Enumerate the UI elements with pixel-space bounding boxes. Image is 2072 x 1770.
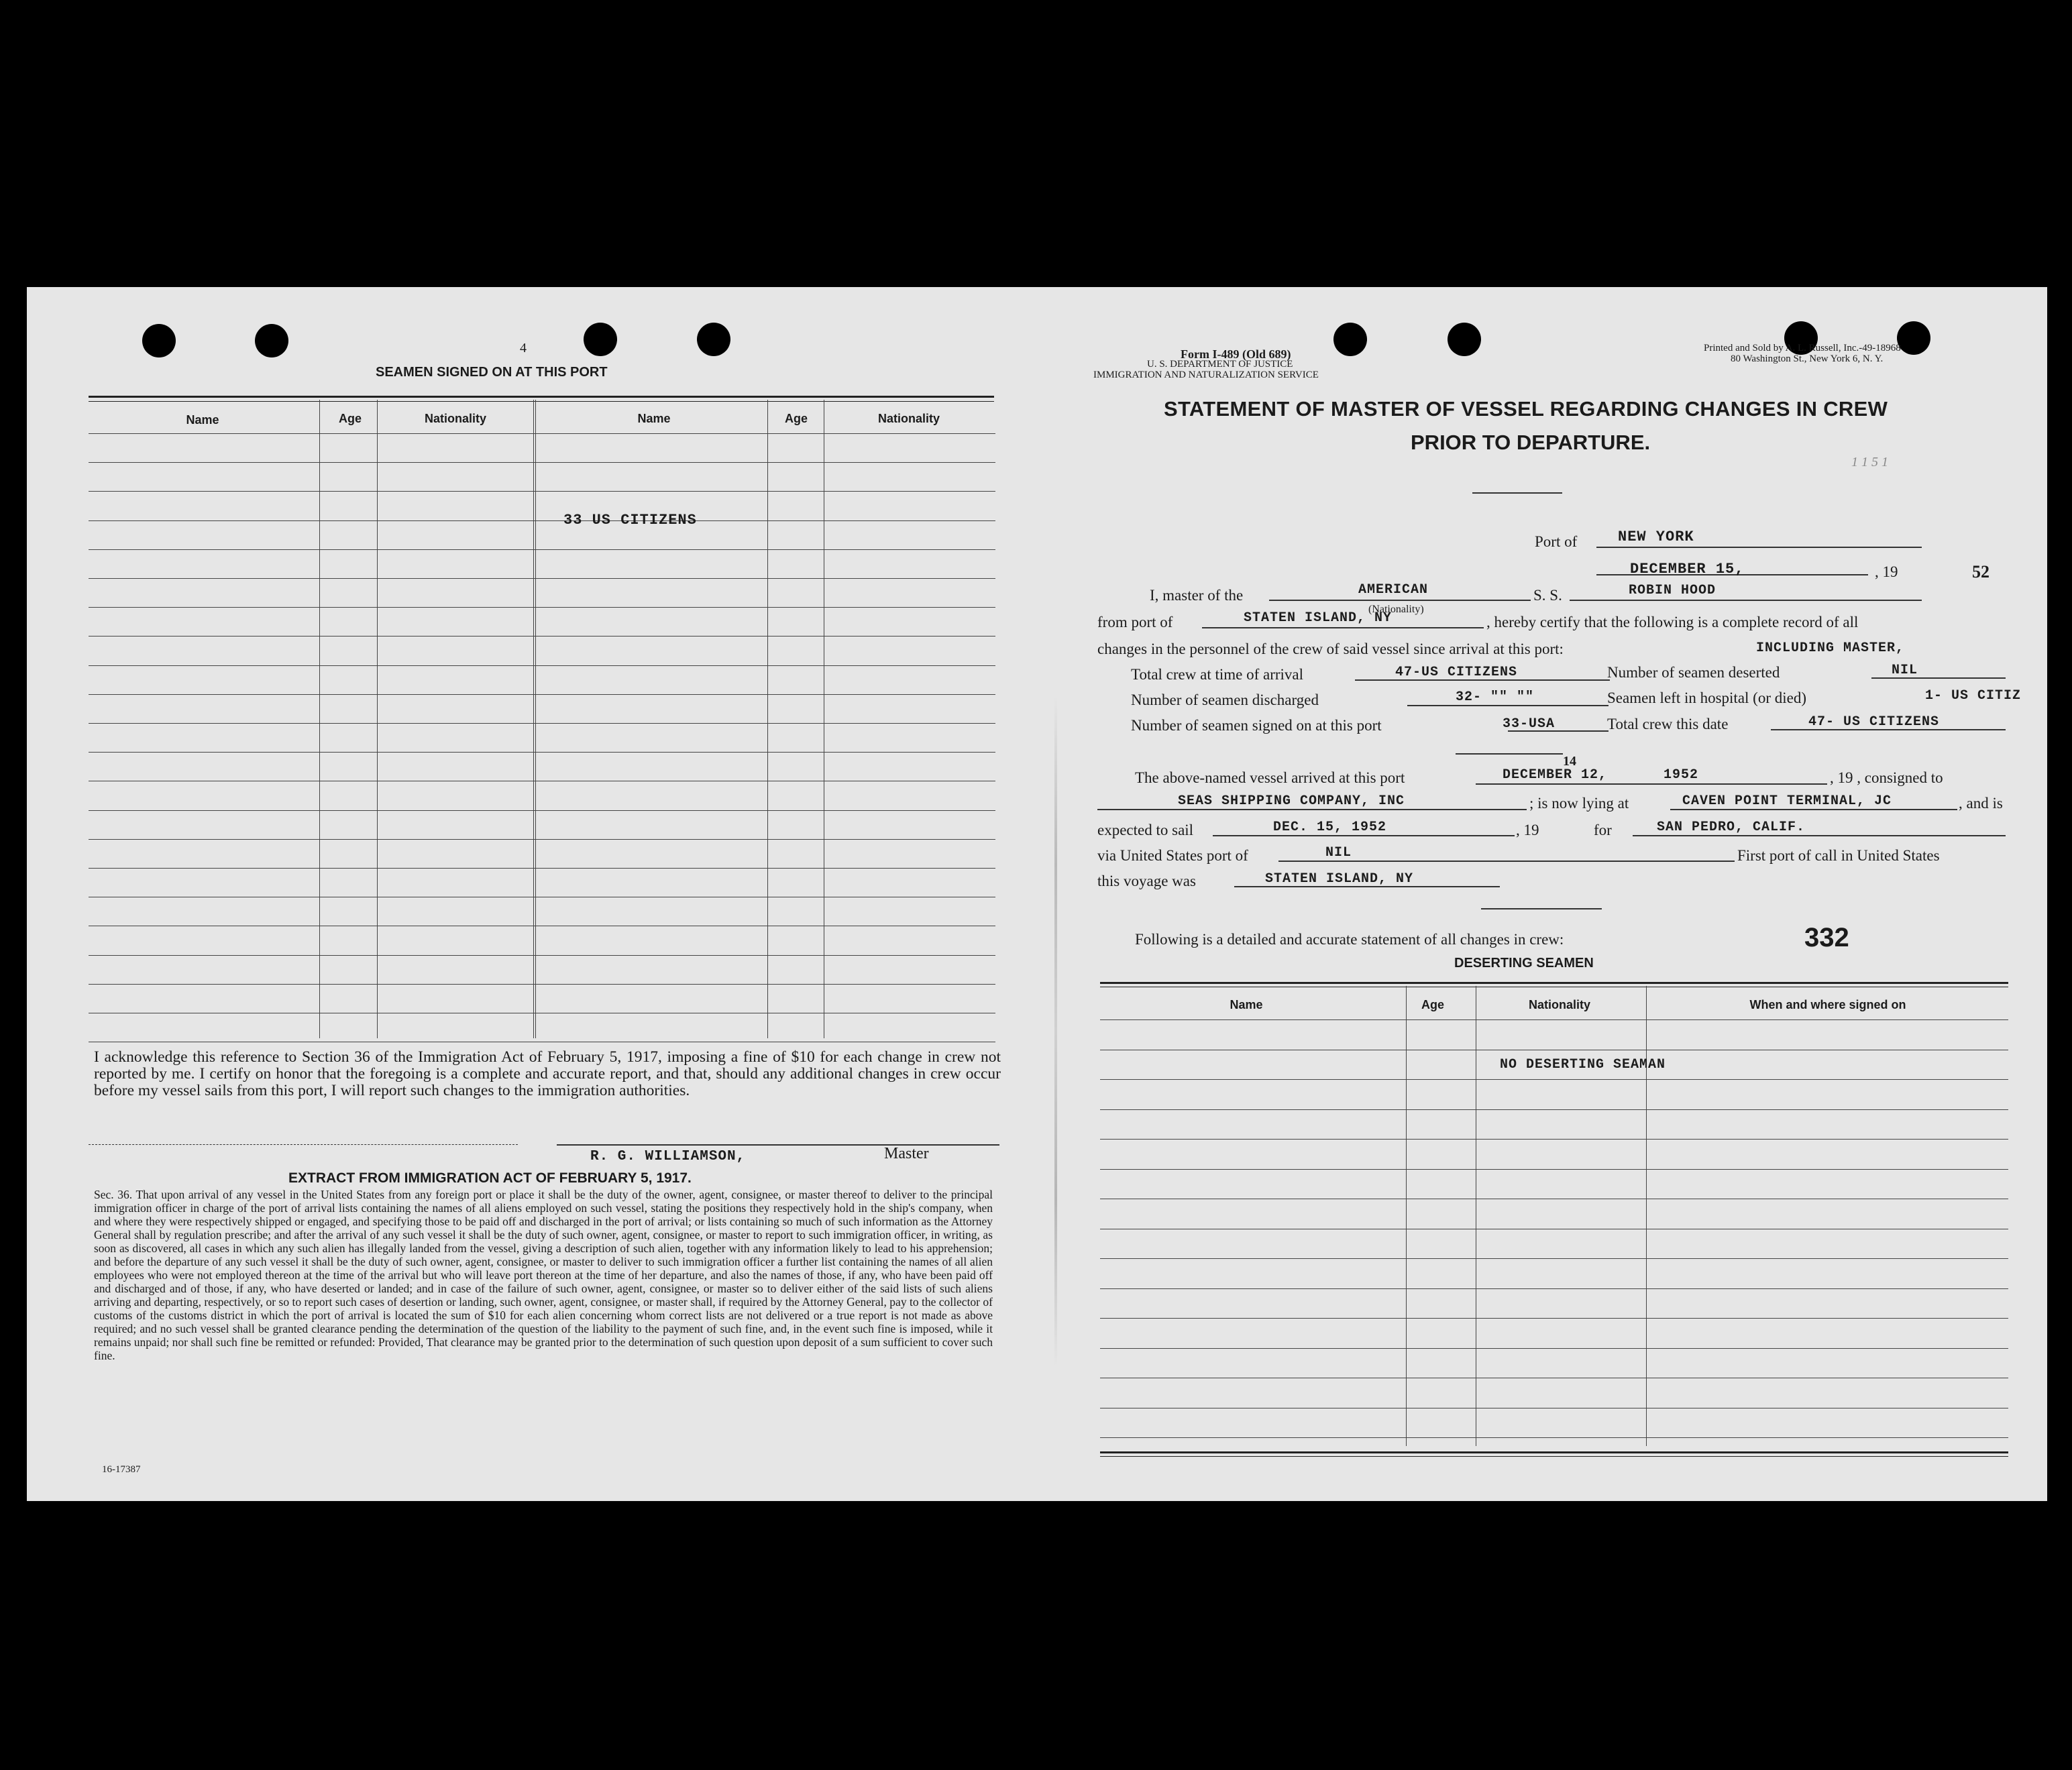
master-signature: R. G. WILLIAMSON,	[590, 1149, 746, 1164]
sail-date: DEC. 15, 1952	[1273, 820, 1387, 835]
table-rule	[1100, 1288, 2008, 1289]
voyage-value: STATEN ISLAND, NY	[1265, 871, 1414, 887]
table-column-rule	[1646, 986, 1647, 1446]
table-rule	[89, 462, 995, 463]
column-header: Nationality	[1528, 998, 1590, 1011]
arrived-label: The above-named vessel arrived at this port	[1135, 769, 1405, 786]
punch-hole	[1448, 323, 1481, 356]
column-header: Name	[186, 413, 219, 427]
lying-line	[1670, 809, 1957, 810]
sheet-number: 332	[1804, 923, 1849, 952]
nationality-value: AMERICAN	[1358, 582, 1429, 598]
service: IMMIGRATION AND NATURALIZATION SERVICE	[1093, 370, 1319, 380]
arrival-line	[1476, 783, 1827, 785]
table-rule	[1100, 1169, 2008, 1170]
table-column-rule	[1406, 986, 1407, 1446]
table-column-rule	[319, 400, 320, 1038]
table-rule	[1100, 1019, 2008, 1020]
pencil-mark: 1 1 5 1	[1851, 455, 1888, 469]
column-header: When and where signed on	[1749, 998, 1906, 1011]
discharged-label: Number of seamen discharged	[1131, 692, 1319, 708]
table-rule	[89, 752, 995, 753]
form-code: 16-17387	[102, 1464, 141, 1475]
lying-at-value: CAVEN POINT TERMINAL, JC	[1682, 793, 1892, 809]
ship-line	[1570, 600, 1922, 601]
left-section-title: SEAMEN SIGNED ON AT THIS PORT	[376, 365, 608, 380]
consignee-value: SEAS SHIPPING COMPANY, INC	[1178, 793, 1405, 809]
lying-at-label: ; is now lying at	[1529, 795, 1629, 812]
divider	[1100, 1456, 2008, 1457]
table-rule	[1100, 1437, 2008, 1438]
arrival-year: 1952	[1664, 767, 1699, 783]
form-title-line-1: STATEMENT OF MASTER OF VESSEL REGARDING CHANGES IN CREW	[1164, 397, 1888, 421]
first-port-label: First port of call in United States	[1737, 847, 1940, 864]
table-rule	[89, 520, 995, 521]
form-title-line-2: PRIOR TO DEPARTURE.	[1411, 431, 1651, 454]
voyage-label: this voyage was	[1097, 873, 1196, 889]
certify-text: , hereby certify that the following is a complete record of all	[1486, 614, 1859, 630]
form-number: Form I-489 (Old 689)	[1181, 347, 1291, 361]
punch-hole	[1333, 323, 1367, 356]
acknowledgement-text: I acknowledge this reference to Section 36 of the Immigration Act of February 5, 1917, imposing a fine of $10 for each change in crew not reported by me. I certify on honor that the foregoing is a complete and accurate report, and that, should any additional changes in crew occur before my vessel sails from this port, I will report such changes to the immigration authorities.	[94, 1048, 1001, 1099]
extract-text: Sec. 36. That upon arrival of any vessel in the United States from any foreign port or place it shall be the duty of the owner, agent, consignee, or master thereof to deliver to the principal immigration officer in charge of the port of arrival lists containing the names of all aliens employed on such vessel, stating the positions they respectively hold in the ship's company, when and where they were respectively shipped or engaged, and specifying those to be paid off and discharged in the port of arrival; or lists containing so much of such information as the Attorney General shall by regulation prescribe; and after the arrival of any such vessel it shall be the duty of such owner, agent, consignee, or master to report to such immigration officer, in writing, as soon as discovered, all cases in which any such alien has illegally landed from the vessel, giving a description of such alien, together with any information likely to lead to his apprehension; and before the departure of any such vessel it shall be the duty of such owner, agent, consignee, or master to deliver to such immigration officer a further list containing the names of all alien employees who were not employed thereon at the time of the arrival but who will leave port thereon at the time of her departure, and also the names of those, if any, who have been paid off and discharged and of those, if any, who have deserted or landed; and in case of the failure of such owner, agent, consignee, or master so to deliver either of the said lists of such aliens arriving and departing, respectively, or so to report such cases of desertion or landing, such owner, agent, consignee, or master shall, if required by the Attorney General, pay to the collector of customs of the customs district in which the port of arrival is located the sum of $10 for each alien concerning whom correct lists are not delivered or a true report is not made as above required; and no such vessel shall be granted clearance pending the determination of the question of the liability to the payment of such fine, and, in the event such fine is imposed, while it remains unpaid; nor shall such fine be remitted or refunded: Provided, That clearance may be granted prior to the determination of such question upon deposit of a sum sufficient to cover such fine.	[94, 1188, 993, 1362]
destination-value: SAN PEDRO, CALIF.	[1657, 820, 1806, 835]
divider	[89, 396, 994, 398]
signature-line	[557, 1144, 999, 1146]
date-value: DECEMBER 15,	[1630, 561, 1745, 577]
total-crew-arrival-label: Total crew at time of arrival	[1131, 666, 1304, 683]
column-header: Age	[784, 412, 808, 425]
ship-name: ROBIN HOOD	[1629, 583, 1716, 598]
year-prefix: , 19	[1875, 563, 1898, 580]
table-rule	[89, 839, 995, 840]
following-text: Following is a detailed and accurate statement of all changes in crew:	[1135, 931, 1564, 948]
from-port-line	[1202, 627, 1484, 628]
via-label: via United States port of	[1097, 847, 1248, 864]
nationality-caption: (Nationality)	[1368, 604, 1424, 615]
consignee-line	[1097, 809, 1527, 810]
divider-short	[1456, 753, 1563, 755]
extract-title: EXTRACT FROM IMMIGRATION ACT OF FEBRUARY 5, 1917.	[288, 1170, 692, 1186]
arrival-date-correction: 14	[1563, 754, 1576, 769]
signed-on-value: 33-USA	[1503, 716, 1556, 732]
total-crew-date-label: Total crew this date	[1607, 716, 1729, 732]
table-rule	[89, 491, 995, 492]
divider-short	[1481, 908, 1602, 909]
table-rule	[1100, 1079, 2008, 1080]
punch-hole	[584, 323, 617, 356]
signed-on-label: Number of seamen signed on at this port	[1131, 717, 1382, 734]
ss-label: S. S.	[1533, 587, 1562, 604]
table-rule	[89, 665, 995, 666]
signed-on-entry: 33 US CITIZENS	[563, 512, 697, 529]
table-rule	[89, 984, 995, 985]
stat-line	[1407, 705, 1608, 706]
table-rule	[89, 636, 995, 637]
seamen-deserted-value: NIL	[1892, 663, 1918, 678]
deserting-title: DESERTING SEAMEN	[1454, 956, 1594, 971]
punch-hole	[1897, 321, 1930, 355]
destination-line	[1633, 835, 2006, 836]
column-header: Name	[1230, 998, 1263, 1011]
table-rule	[1100, 1348, 2008, 1349]
total-crew-date-value: 47- US CITIZENS	[1808, 714, 1940, 730]
printer-line-1: Printed and Sold by A. L. Russell, Inc.-49-18968	[1704, 343, 1901, 353]
table-rule	[1100, 1258, 2008, 1259]
column-header: Age	[1421, 998, 1444, 1011]
column-header: Age	[338, 412, 362, 425]
master-label: Master	[884, 1145, 929, 1162]
sail-line	[1213, 835, 1515, 836]
page-number: 4	[520, 341, 527, 355]
punch-hole	[142, 324, 176, 357]
column-header: Nationality	[424, 412, 486, 425]
divider	[1100, 1451, 2008, 1453]
table-rule	[89, 578, 995, 579]
table-column-rule	[535, 400, 536, 1038]
and-is-label: , and is	[1959, 795, 2003, 812]
consigned-label: , 19 , consigned to	[1830, 769, 1943, 786]
divider	[89, 401, 994, 402]
changes-text: changes in the personnel of the crew of said vessel since arrival at this port:	[1097, 641, 1564, 657]
total-crew-arrival-value: 47-US CITIZENS	[1395, 665, 1518, 680]
table-rule	[89, 694, 995, 695]
fold-crease	[1054, 696, 1057, 1367]
via-value: NIL	[1325, 845, 1352, 861]
arrival-date: DECEMBER 12,	[1503, 767, 1608, 783]
table-rule	[1100, 1318, 2008, 1319]
punch-hole	[255, 324, 288, 357]
from-port-value: STATEN ISLAND, NY	[1244, 610, 1393, 626]
table-rule	[89, 433, 995, 434]
port-of-line	[1596, 547, 1922, 548]
punch-hole	[697, 323, 730, 356]
table-rule	[89, 607, 995, 608]
hospital-value: 1- US CITIZ	[1925, 688, 2022, 704]
discharged-value: 32- "" ""	[1456, 689, 1535, 705]
year-suffix: 52	[1972, 562, 1989, 582]
from-port-label: from port of	[1097, 614, 1173, 630]
table-column-rule	[377, 400, 378, 1038]
table-rule	[89, 868, 995, 869]
form-sheet	[27, 287, 2047, 1501]
including-master: INCLUDING MASTER,	[1756, 641, 1905, 656]
divider-short	[1472, 492, 1562, 494]
table-column-rule	[533, 400, 534, 1038]
table-rule	[1100, 1139, 2008, 1140]
column-header: Name	[637, 412, 671, 425]
master-of-label: I, master of the	[1150, 587, 1244, 604]
for-label: for	[1594, 822, 1612, 838]
deserting-entry: NO DESERTING SEAMAN	[1500, 1057, 1666, 1072]
port-of-value: NEW YORK	[1618, 529, 1694, 545]
hospital-label: Seamen left in hospital (or died)	[1607, 689, 1807, 706]
table-rule	[89, 723, 995, 724]
table-rule	[89, 549, 995, 550]
table-rule	[89, 955, 995, 956]
table-column-rule	[767, 400, 768, 1038]
printer-line-2: 80 Washington St., New York 6, N. Y.	[1731, 353, 1884, 364]
column-header: Nationality	[877, 412, 940, 425]
divider	[1100, 982, 2008, 984]
signature-line	[89, 1144, 518, 1145]
nationality-line	[1269, 600, 1531, 601]
port-of-label: Port of	[1535, 533, 1578, 550]
table-rule	[89, 810, 995, 811]
table-rule	[1100, 1109, 2008, 1110]
sail-year-label: , 19	[1516, 822, 1539, 838]
department: U. S. DEPARTMENT OF JUSTICE	[1147, 359, 1293, 370]
expected-label: expected to sail	[1097, 822, 1194, 838]
seamen-deserted-label: Number of seamen deserted	[1607, 664, 1780, 681]
via-line	[1278, 861, 1735, 862]
